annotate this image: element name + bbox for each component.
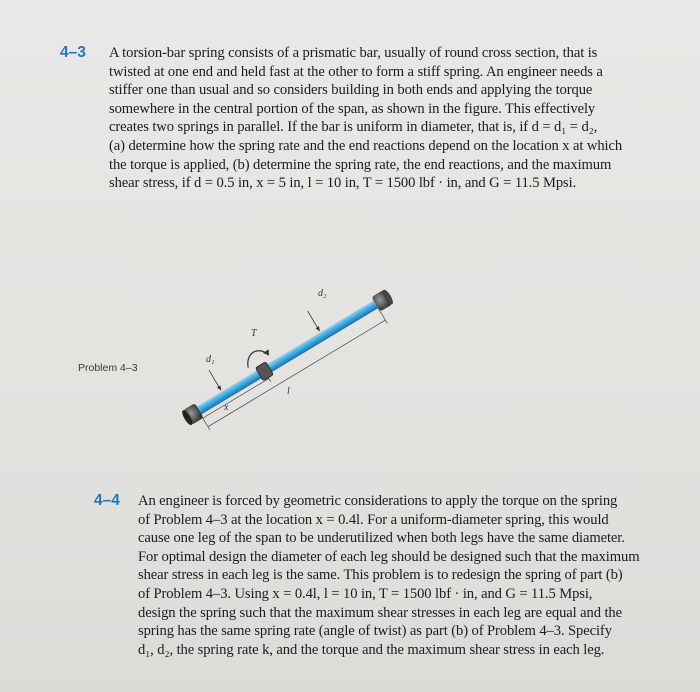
text-line: For optimal design the diameter of each leg should be designed such that the maximum xyxy=(138,548,640,565)
label-x: x xyxy=(224,402,229,413)
text-line: creates two springs in parallel. If the bar is uniform in diameter, that is, if d = d₁ = d₂, xyxy=(109,119,598,136)
torsion-bar-figure xyxy=(160,270,420,450)
text-line: shear stress, if d = 0.5 in, x = 5 in, l = 10 in, T = 1500 lbf · in, and G = 11.5 Mpsi. xyxy=(109,175,577,192)
problem-4-4-number: 4–4 xyxy=(94,492,120,509)
figure-caption: Problem 4–3 xyxy=(78,362,138,374)
problem-4-3-number: 4–3 xyxy=(60,44,86,61)
dimension-line-l xyxy=(208,320,385,427)
text-line: twisted at one end and held fast at the other to form a stiff spring. An engineer needs a xyxy=(109,63,603,80)
text-line: spring has the same spring rate (angle of twist) as part (b) of Problem 4–3. Specify xyxy=(138,623,612,640)
text-line: of Problem 4–3. Using x = 0.4l, l = 10 in, T = 1500 lbf · in, and G = 11.5 Mpsi, xyxy=(138,585,593,602)
label-d1: d₁ xyxy=(206,354,215,365)
problem-4-3-text xyxy=(109,44,664,193)
text-line: (a) determine how the spring rate and the end reactions depend on the location x at which xyxy=(109,137,623,154)
torsion-bar xyxy=(195,299,380,415)
text-line: the torque is applied, (b) determine the spring rate, the end reactions, and the maximum xyxy=(109,156,612,173)
text-line: shear stress in each leg is the same. This problem is to redesign the spring of part (b) xyxy=(138,567,623,584)
label-l: l xyxy=(287,386,290,397)
text-line: somewhere in the central portion of the span, as shown in the figure. This effectively xyxy=(109,100,596,117)
problem-4-4-text xyxy=(138,492,660,659)
text-line: of Problem 4–3 at the location x = 0.4l. For a uniform-diameter spring, this would xyxy=(138,511,609,528)
text-line: cause one leg of the span to be underutilized when both legs have the same diameter. xyxy=(138,530,625,547)
text-line: d₁, d₂, the spring rate k, and the torque and the maximum shear stress in each leg. xyxy=(138,641,605,658)
text-line: stiffer one than usual and so considers building in both ends and applying the torque xyxy=(109,82,593,99)
text-line: design the spring such that the maximum shear stresses in each leg are equal and the xyxy=(138,604,622,621)
text-line: A torsion-bar spring consists of a prismatic bar, usually of round cross section, that is xyxy=(109,45,598,61)
label-d2: d₂ xyxy=(318,288,327,299)
label-T: T xyxy=(251,328,257,339)
text-line: An engineer is forced by geometric considerations to apply the torque on the spring xyxy=(138,493,618,509)
